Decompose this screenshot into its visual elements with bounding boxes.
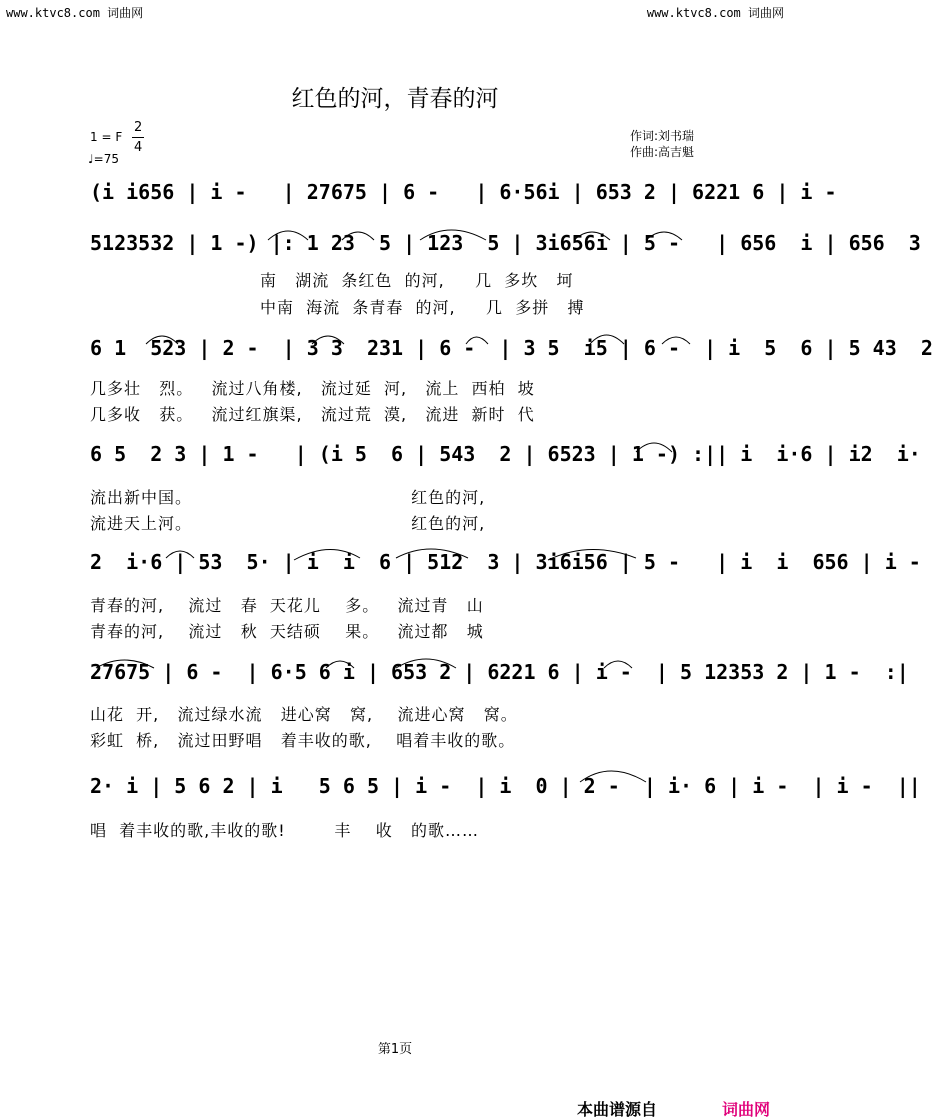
lyric-verse-1: 青春的河, 流过 春 天花儿 多。 流过青 山 (90, 596, 484, 615)
slur (548, 549, 636, 560)
notation-line: 6 5 2 3 | 1 - | (i 5 6 | 543 2 | 6523 | 1 -) :|| i i·6 | i2 i· (90, 442, 921, 466)
time-signature-bottom: 4 (134, 140, 143, 155)
quarter-note-icon: ♩ (88, 152, 94, 166)
song-title: 红色的河，青春的河 (291, 86, 499, 112)
slur (662, 337, 690, 344)
watermark-right: www.ktvc8.com 词曲网 (646, 6, 784, 20)
notation-line: 27675 | 6 - | 6·5 6 i | 653 2 | 6221 6 | i - | 5 12353 2 | 1 - :| (90, 660, 909, 684)
slur (396, 659, 456, 668)
slur (604, 661, 632, 668)
composer-credit: 作曲:高吉魁 (630, 145, 695, 159)
watermark-left: www.ktvc8.com 词曲网 (6, 6, 144, 20)
slur (96, 660, 154, 668)
slur (396, 549, 468, 558)
slur (574, 232, 610, 240)
notation-line: 6 1 523 | 2 - | 3 3 231 | 6 - | 3 5 i5 | 6 - | i 5 6 | 5 43 2 (90, 336, 933, 360)
lyricist-credit: 作词:刘书瑞 (630, 129, 695, 143)
slur (342, 232, 374, 240)
slur (466, 337, 488, 344)
slur (294, 549, 360, 560)
lyric-verse-1: 南 湖流 条红色 的河, 几 多坎 坷 (260, 271, 574, 290)
lyric-verse-1: 流出新中国。 红色的河, (90, 488, 486, 507)
lyric-verse-2: 彩虹 桥, 流过田野唱 着丰收的歌, 唱着丰收的歌。 (90, 731, 516, 750)
lyric-verse-2: 青春的河, 流过 秋 天结硕 果。 流过都 城 (90, 622, 484, 641)
lyric-verse-2: 中南 海流 条青春 的河, 几 多拼 搏 (260, 298, 585, 317)
source-label: 本曲谱源自 (577, 1100, 658, 1119)
lyric-verse-1: 几多壮 烈。 流过八角楼, 流过延 河, 流上 西柏 坡 (90, 379, 535, 398)
lyric-verse-1: 山花 开, 流过绿水流 进心窝 窝, 流进心窝 窝。 (90, 705, 518, 724)
notation-line: 2· i | 5 6 2 | i 5 6 5 | i - | i 0 | 2 - | i· 6 | i - | i - || (90, 774, 921, 798)
slur (590, 335, 624, 344)
slur (146, 336, 178, 344)
slur (268, 231, 308, 240)
notation-line: 2 i·6 | 53 5· | i i 6 | 512 3 | 3i6i56 | 5 - | i i 656 | i - (90, 550, 921, 574)
slur (580, 771, 646, 782)
lyric-verse-2: 流进天上河。 红色的河, (90, 514, 486, 533)
tempo-marking: ♩=75 (88, 152, 119, 166)
site-logo[interactable]: 词曲网 (722, 1100, 771, 1119)
slur (646, 232, 682, 240)
page-number: 第1页 (377, 1042, 413, 1057)
slur (420, 230, 486, 240)
notation-line: 5123532 | 1 -) |: 1 23 5 | 123 5 | 3i656i | 5 - | 656 i | 656 3 (90, 231, 921, 255)
key-signature: 1 = F (90, 130, 123, 144)
slur (326, 661, 354, 668)
slur (636, 443, 672, 452)
slur (312, 336, 344, 344)
time-signature-top: 2 (134, 120, 143, 135)
lyric-verse-1: 唱 着丰收的歌,丰收的歌! 丰 收 的歌…… (90, 821, 479, 840)
notation-line: (i i656 | i - | 27675 | 6 - | 6·56i | 653 2 | 6221 6 | i - (90, 180, 837, 204)
slur (166, 551, 194, 558)
lyric-verse-2: 几多收 获。 流过红旗渠, 流过荒 漠, 流进 新时 代 (90, 405, 535, 424)
